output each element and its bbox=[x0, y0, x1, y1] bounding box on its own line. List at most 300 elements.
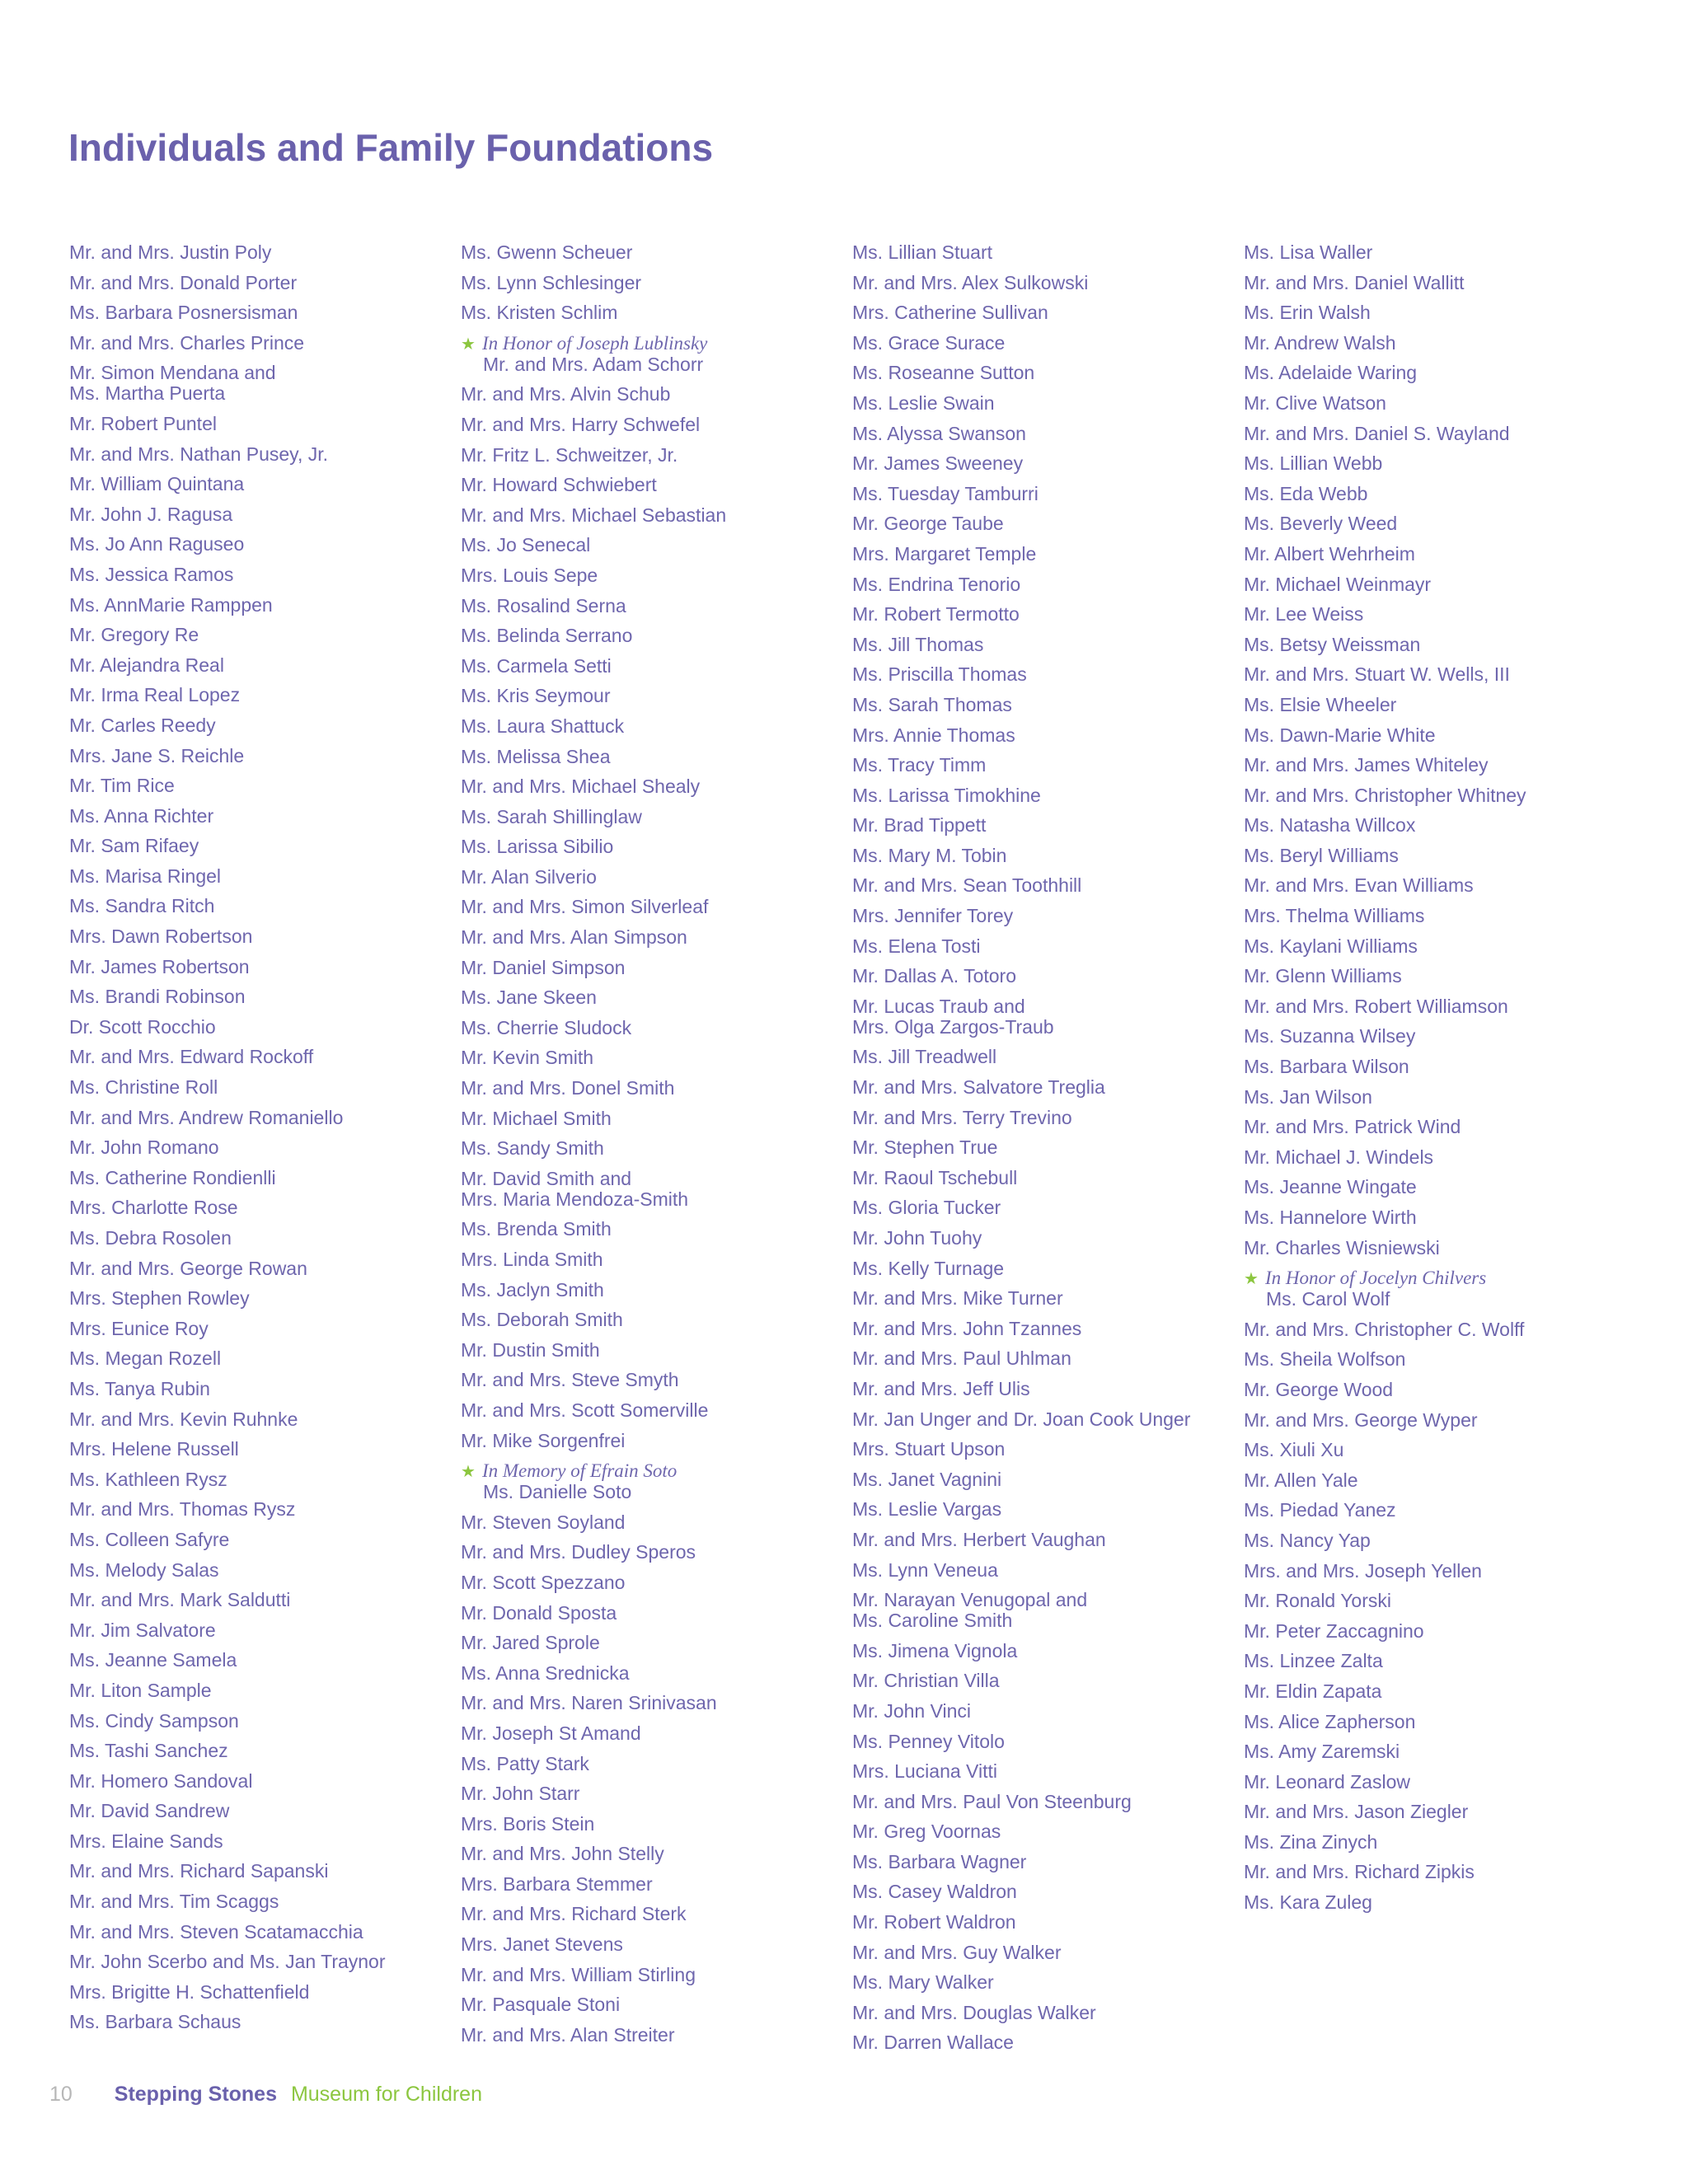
donor-entry bbox=[69, 896, 440, 916]
donor-name: Mr. Mike Sorgenfrei bbox=[461, 1429, 626, 1451]
donor-entry bbox=[852, 1047, 1223, 1067]
donor-entry bbox=[461, 384, 832, 405]
donor-name: Ms. Laura Shattuck bbox=[461, 715, 625, 737]
donor-name: Ms. Jeanne Samela bbox=[69, 1649, 237, 1671]
donor-name: Ms. Xiuli Xu bbox=[1244, 1439, 1344, 1461]
donor-entry bbox=[1244, 1530, 1615, 1551]
donor-name: Mr. Robert Puntel bbox=[69, 412, 217, 434]
donor-entry bbox=[852, 1852, 1223, 1872]
star-icon: ★ bbox=[461, 1461, 476, 1482]
donor-name: Mr. and Mrs. Adam Schorr bbox=[483, 353, 704, 375]
donor-name: Ms. Tanya Rubin bbox=[69, 1377, 210, 1399]
donor-name: Ms. Kristen Schlim bbox=[461, 302, 618, 324]
donor-entry bbox=[69, 565, 440, 585]
donor-entry bbox=[1244, 755, 1615, 776]
page-footer bbox=[49, 2083, 482, 2107]
donor-entry bbox=[69, 746, 440, 766]
donor-name: Ms. Cindy Sampson bbox=[69, 1709, 239, 1732]
donor-name: Mr. and Mrs. Kevin Ruhnke bbox=[69, 1408, 298, 1430]
donor-name: Mr. Robert Waldron bbox=[852, 1911, 1016, 1933]
donor-entry bbox=[852, 1197, 1223, 1218]
donor-entry bbox=[852, 1077, 1223, 1098]
donor-name: Mr. Daniel Simpson bbox=[461, 956, 626, 978]
donor-name: Mr. Leonard Zaslow bbox=[1244, 1770, 1410, 1793]
donor-name: Mrs. Barbara Stemmer bbox=[461, 1872, 653, 1895]
donor-entry bbox=[461, 987, 832, 1008]
donor-name: Ms. Deborah Smith bbox=[461, 1309, 623, 1331]
donor-entry bbox=[1244, 1207, 1615, 1228]
donor-name: Ms. Larissa Timokhine bbox=[852, 784, 1041, 806]
donor-entry bbox=[69, 1801, 440, 1821]
donor-entry bbox=[852, 333, 1223, 354]
donor-name: Mr. Donald Sposta bbox=[461, 1601, 617, 1624]
donor-entry bbox=[852, 1701, 1223, 1722]
donor-entry bbox=[1244, 1410, 1615, 1431]
donor-entry bbox=[1244, 242, 1615, 263]
donor-entry bbox=[69, 242, 440, 263]
donor-entry bbox=[461, 1783, 832, 1804]
donor-name: Ms. Tuesday Tamburri bbox=[852, 482, 1039, 504]
donor-name: Ms. Catherine Rondienlli bbox=[69, 1166, 276, 1188]
donor-name: Mr. David Smith and bbox=[461, 1167, 632, 1189]
donor-entry bbox=[852, 2003, 1223, 2023]
donor-name-line2: Ms. Martha Puerta bbox=[69, 382, 226, 405]
donor-name: Mr. Narayan Venugopal and bbox=[852, 1589, 1088, 1611]
donor-name: Mr. Eldin Zapata bbox=[1244, 1680, 1382, 1702]
donor-entry bbox=[852, 1108, 1223, 1128]
donor-name: Ms. Sheila Wolfson bbox=[1244, 1348, 1406, 1371]
donor-name: Ms. Linzee Zalta bbox=[1244, 1650, 1383, 1672]
donor-name: Ms. Casey Waldron bbox=[852, 1881, 1017, 1903]
donor-entry bbox=[69, 1891, 440, 1912]
donor-entry bbox=[1244, 875, 1615, 896]
donor-name: Mr. and Mrs. Alvin Schub bbox=[461, 383, 671, 405]
donor-name: Ms. Kelly Turnage bbox=[852, 1257, 1005, 1279]
donor-entry bbox=[69, 1047, 440, 1067]
donor-entry bbox=[69, 1650, 440, 1671]
donor-name: Mr. and Mrs. Paul Von Steenburg bbox=[852, 1790, 1132, 1812]
tribute-note bbox=[461, 1460, 832, 1482]
donor-name: Mr. and Mrs. Steve Smyth bbox=[461, 1369, 679, 1391]
donor-name: Mr. Liton Sample bbox=[69, 1679, 212, 1701]
donor-entry bbox=[1244, 604, 1615, 625]
donor-name: Ms. Jimena Vignola bbox=[852, 1639, 1018, 1661]
donor-name: Ms. Roseanne Sutton bbox=[852, 362, 1035, 384]
donor-name: Ms. Jeanne Wingate bbox=[1244, 1176, 1417, 1198]
donor-name: Mr. Jim Salvatore bbox=[69, 1619, 216, 1641]
donor-name: Mr. and Mrs. Andrew Romaniello bbox=[69, 1106, 344, 1128]
donor-entry bbox=[461, 1633, 832, 1653]
donor-name: Mr. Fritz L. Schweitzer, Jr. bbox=[461, 443, 678, 466]
donor-entry bbox=[69, 1348, 440, 1369]
donor-entry bbox=[69, 2012, 440, 2032]
donor-name: Ms. Barbara Wagner bbox=[852, 1850, 1027, 1872]
donor-name: Ms. Danielle Soto bbox=[483, 1481, 632, 1503]
donor-name: Ms. Jo Ann Raguseo bbox=[69, 533, 245, 555]
donor-entry bbox=[461, 897, 832, 917]
donor-entry bbox=[69, 1017, 440, 1038]
donor-name: Ms. Debra Rosolen bbox=[69, 1227, 232, 1249]
donor-name: Mr. and Mrs. Charles Prince bbox=[69, 331, 305, 354]
donor-entry bbox=[461, 958, 832, 978]
donor-entry bbox=[69, 1288, 440, 1309]
donor-name: Ms. Anna Richter bbox=[69, 804, 214, 827]
donor-entry bbox=[69, 1711, 440, 1732]
donor-name: Mr. and Mrs. Jason Ziegler bbox=[1244, 1801, 1469, 1823]
donor-entry bbox=[852, 815, 1223, 836]
donor-entry bbox=[461, 1138, 832, 1159]
donor-name: Ms. Carol Wolf bbox=[1266, 1288, 1390, 1310]
donor-name: Ms. Janet Vagnini bbox=[852, 1468, 1002, 1490]
donor-name: Mr. and Mrs. Douglas Walker bbox=[852, 2001, 1096, 2023]
donor-name: Mr. and Mrs. Donald Porter bbox=[69, 271, 298, 293]
donor-entry bbox=[1244, 1026, 1615, 1047]
donor-entry bbox=[69, 534, 440, 555]
donor-name: Mr. Dustin Smith bbox=[461, 1338, 600, 1361]
donor-entry bbox=[852, 1379, 1223, 1399]
donor-name: Ms. Lynn Schlesinger bbox=[461, 271, 642, 293]
donor-entry bbox=[461, 242, 832, 263]
donor-name: Ms. Lynn Veneua bbox=[852, 1558, 998, 1581]
donor-name: Ms. Jan Wilson bbox=[1244, 1085, 1372, 1108]
donor-name: Mrs. Catherine Sullivan bbox=[852, 302, 1048, 324]
donor-name: Mrs. Linda Smith bbox=[461, 1249, 603, 1270]
donor-name: Mr. John Vinci bbox=[852, 1699, 972, 1722]
donor-entry bbox=[852, 1319, 1223, 1339]
donor-name: Ms. Jessica Ramos bbox=[69, 563, 234, 585]
donor-entry bbox=[69, 1590, 440, 1610]
donor-name: Mrs. Helene Russell bbox=[69, 1438, 239, 1460]
donor-name: Mr. John Tuohy bbox=[852, 1227, 982, 1249]
donor-entry bbox=[461, 1078, 832, 1099]
donor-entry bbox=[1244, 453, 1615, 474]
donor-entry bbox=[461, 1844, 832, 1864]
donor-entry bbox=[1244, 846, 1615, 866]
donor-name: Ms. Grace Surace bbox=[852, 331, 1006, 354]
donor-entry bbox=[69, 1197, 440, 1218]
donor-name: Mr. and Mrs. Steven Scatamacchia bbox=[69, 1920, 363, 1943]
donor-entry bbox=[852, 544, 1223, 565]
donor-entry bbox=[69, 414, 440, 434]
donor-entry bbox=[461, 1934, 832, 1955]
donor-entry bbox=[852, 1641, 1223, 1661]
donor-name: Ms. Sarah Shillinglaw bbox=[461, 805, 642, 827]
donor-name: Mr. and Mrs. Thomas Rysz bbox=[69, 1498, 296, 1521]
donor-name: Ms. Jill Treadwell bbox=[852, 1046, 997, 1068]
donor-entry bbox=[69, 1831, 440, 1852]
donor-name: Ms. Brenda Smith bbox=[461, 1218, 612, 1240]
brand-subtitle: Museum for Children bbox=[290, 2083, 482, 2106]
donor-entry bbox=[461, 1460, 832, 1502]
donor-entry bbox=[69, 1077, 440, 1098]
donor-name: Mr. Kevin Smith bbox=[461, 1047, 594, 1069]
donor-entry bbox=[852, 1228, 1223, 1249]
donor-name: Ms. Mary M. Tobin bbox=[852, 844, 1007, 866]
donor-name: Mr. and Mrs. John Tzannes bbox=[852, 1317, 1082, 1339]
donor-name: Mr. and Mrs. Herbert Vaughan bbox=[852, 1528, 1106, 1550]
donor-name: Mr. Pasquale Stoni bbox=[461, 1994, 621, 2016]
donor-name: Mr. Michael J. Windels bbox=[1244, 1146, 1434, 1168]
donor-name: Mr. Dallas A. Totoro bbox=[852, 965, 1016, 987]
donor-entry bbox=[69, 1137, 440, 1158]
donor-name: Mr. and Mrs. George Rowan bbox=[69, 1257, 307, 1279]
donor-entry bbox=[1244, 785, 1615, 806]
donor-name: Mr. and Mrs. Salvatore Treglia bbox=[852, 1076, 1105, 1099]
donor-entry bbox=[1244, 1117, 1615, 1137]
donor-name: Ms. Elena Tosti bbox=[852, 935, 981, 957]
donor-entry bbox=[461, 1280, 832, 1301]
donor-entry bbox=[461, 1904, 832, 1924]
donor-name: Mr. Lee Weiss bbox=[1244, 603, 1364, 626]
donor-name: Mrs. Dawn Robertson bbox=[69, 926, 253, 948]
donor-entry bbox=[69, 1409, 440, 1430]
donor-name: Mrs. Thelma Williams bbox=[1244, 905, 1425, 927]
donor-entry bbox=[852, 1499, 1223, 1520]
donor-entry bbox=[852, 1590, 1223, 1631]
donor-entry bbox=[1244, 1177, 1615, 1197]
donor-name: Ms. Belinda Serrano bbox=[461, 625, 633, 647]
donor-entry bbox=[461, 686, 832, 706]
donor-entry bbox=[852, 424, 1223, 444]
donor-name: Ms. Kaylani Williams bbox=[1244, 935, 1418, 957]
star-icon: ★ bbox=[461, 333, 476, 354]
donor-name-line2: Ms. Caroline Smith bbox=[852, 1610, 1013, 1632]
donor-name: Mr. Alan Silverio bbox=[461, 865, 597, 888]
donor-entry bbox=[1244, 1591, 1615, 1611]
donor-entry bbox=[1244, 363, 1615, 383]
donor-entry bbox=[1244, 936, 1615, 957]
donor-column-2 bbox=[461, 242, 832, 2055]
donor-entry bbox=[852, 1439, 1223, 1460]
donor-entry bbox=[69, 595, 440, 616]
donor-entry bbox=[852, 1761, 1223, 1782]
donor-name: Ms. Patty Stark bbox=[461, 1752, 589, 1774]
donor-entry bbox=[852, 725, 1223, 746]
donor-name: Mr. and Mrs. Mike Turner bbox=[852, 1287, 1063, 1310]
donor-name: Mr. and Mrs. Alex Sulkowski bbox=[852, 271, 1089, 293]
donor-entry bbox=[1244, 1621, 1615, 1642]
donor-name: Mr. Christian Villa bbox=[852, 1670, 1000, 1692]
donor-entry bbox=[852, 1530, 1223, 1550]
donor-name: Mrs. Jennifer Torey bbox=[852, 905, 1014, 927]
donor-name: Ms. Tracy Timm bbox=[852, 754, 987, 776]
donor-entry bbox=[1244, 1772, 1615, 1793]
donor-name: Ms. Endrina Tenorio bbox=[852, 573, 1021, 595]
donor-entry bbox=[461, 776, 832, 797]
donor-name: Mr. Jared Sprole bbox=[461, 1632, 600, 1654]
donor-entry bbox=[461, 333, 832, 375]
donor-name: Ms. Lillian Webb bbox=[1244, 452, 1383, 475]
donor-entry bbox=[69, 1439, 440, 1460]
donor-name: Ms. Betsy Weissman bbox=[1244, 633, 1421, 655]
donor-name: Mrs. Margaret Temple bbox=[852, 542, 1037, 565]
donor-entry bbox=[1244, 273, 1615, 293]
donor-entry bbox=[852, 242, 1223, 263]
donor-entry bbox=[852, 302, 1223, 323]
donor-name: Mr. and Mrs. Daniel Wallitt bbox=[1244, 271, 1465, 293]
tribute-note-text: In Memory of Efrain Soto bbox=[481, 1460, 678, 1482]
donor-name: Mr. and Mrs. Alan Simpson bbox=[461, 926, 687, 949]
donor-name: Ms. Piedad Yanez bbox=[1244, 1499, 1396, 1521]
donor-entry bbox=[69, 302, 440, 323]
donor-entry bbox=[852, 1912, 1223, 1933]
tribute-note bbox=[1244, 1268, 1615, 1289]
donor-name: Ms. Erin Walsh bbox=[1244, 302, 1371, 324]
donor-name-line2: Mrs. Maria Mendoza-Smith bbox=[461, 1188, 689, 1210]
donor-name: Ms. Anna Srednicka bbox=[461, 1661, 630, 1684]
donor-entry bbox=[69, 715, 440, 736]
donor-name: Ms. Megan Rozell bbox=[69, 1347, 222, 1370]
donor-entry bbox=[1244, 1892, 1615, 1913]
donor-entry bbox=[461, 867, 832, 888]
donor-entry bbox=[69, 1168, 440, 1188]
donor-name: Ms. Zina Zinych bbox=[1244, 1830, 1378, 1853]
donor-name: Mr. Gregory Re bbox=[69, 624, 199, 646]
donor-name: Mr. and Mrs. Mark Saldutti bbox=[69, 1589, 291, 1611]
donor-name: Ms. Eda Webb bbox=[1244, 482, 1368, 504]
donor-entry bbox=[461, 273, 832, 293]
donor-name: Mrs. Stephen Rowley bbox=[69, 1287, 250, 1310]
donor-entry bbox=[69, 1560, 440, 1581]
donor-entry bbox=[69, 957, 440, 977]
donor-name: Ms. Penney Vitolo bbox=[852, 1730, 1005, 1752]
donor-entry bbox=[1244, 1832, 1615, 1853]
donor-name: Ms. Beryl Williams bbox=[1244, 844, 1399, 866]
donor-name: Ms. Leslie Vargas bbox=[852, 1498, 1002, 1521]
donor-entry bbox=[1244, 906, 1615, 926]
donor-entry bbox=[1244, 393, 1615, 414]
donor-entry bbox=[1244, 1380, 1615, 1400]
donor-entry bbox=[1244, 815, 1615, 836]
donor-name: Ms. AnnMarie Ramppen bbox=[69, 593, 273, 616]
donor-entry bbox=[461, 837, 832, 857]
donor-entry bbox=[1244, 1319, 1615, 1340]
donor-name: Mr. and Mrs. Dudley Speros bbox=[461, 1541, 696, 1563]
donor-name: Mr. and Mrs. Alan Streiter bbox=[461, 2023, 675, 2046]
donor-entry bbox=[461, 1874, 832, 1895]
donor-entry bbox=[69, 625, 440, 645]
donor-entry bbox=[1244, 1470, 1615, 1491]
donor-name: Mr. Raoul Tschebull bbox=[852, 1166, 1018, 1188]
donor-entry bbox=[69, 1952, 440, 1972]
donor-entry bbox=[1244, 1561, 1615, 1582]
donor-name: Mr. Albert Wehrheim bbox=[1244, 542, 1415, 565]
donor-entry bbox=[1244, 1741, 1615, 1762]
donor-entry bbox=[852, 1943, 1223, 1963]
donor-entry bbox=[852, 996, 1223, 1038]
donor-entry bbox=[1244, 635, 1615, 655]
donor-name: Ms. Colleen Safyre bbox=[69, 1528, 230, 1550]
donor-name: Mr. and Mrs. Tim Scaggs bbox=[69, 1891, 279, 1913]
donor-entry bbox=[852, 664, 1223, 685]
donor-name: Mrs. Brigitte H. Schattenfield bbox=[69, 1980, 310, 2003]
donor-name: Mr. David Sandrew bbox=[69, 1800, 230, 1822]
donor-name: Ms. Jane Skeen bbox=[461, 987, 597, 1009]
donor-entry bbox=[461, 1965, 832, 1985]
donor-name: Ms. Sandy Smith bbox=[461, 1137, 604, 1160]
donor-entry bbox=[461, 1018, 832, 1038]
donor-name: Mr. Homero Sandoval bbox=[69, 1769, 253, 1792]
donor-entry bbox=[852, 393, 1223, 414]
donor-entry bbox=[69, 333, 440, 354]
donor-entry bbox=[852, 1258, 1223, 1279]
donor-entry bbox=[69, 363, 440, 404]
donor-entry bbox=[461, 596, 832, 616]
donor-name: Ms. Lillian Stuart bbox=[852, 241, 993, 263]
donor-entry bbox=[852, 755, 1223, 776]
donor-entry bbox=[461, 1723, 832, 1744]
donor-name: Ms. Hannelore Wirth bbox=[1244, 1207, 1417, 1228]
donor-name: Mr. and Mrs. Michael Sebastian bbox=[461, 504, 727, 526]
donor-name: Mrs. Boris Stein bbox=[461, 1812, 595, 1835]
donor-name: Ms. Christine Roll bbox=[69, 1076, 218, 1099]
donor-entry bbox=[1244, 664, 1615, 685]
donor-name: Mr. Glenn Williams bbox=[1244, 965, 1402, 987]
donor-entry bbox=[1244, 1651, 1615, 1671]
donor-name: Mr. Alejandra Real bbox=[69, 654, 224, 676]
donor-name: Mr. and Mrs. Scott Somerville bbox=[461, 1399, 709, 1421]
donor-entry bbox=[69, 504, 440, 525]
donor-entry bbox=[461, 505, 832, 526]
donor-entry bbox=[69, 1620, 440, 1641]
donor-name: Mrs. Elaine Sands bbox=[69, 1830, 223, 1852]
donor-name: Ms. Gloria Tucker bbox=[852, 1197, 1001, 1219]
donor-name: Mr. and Mrs. Edward Rockoff bbox=[69, 1046, 314, 1068]
donor-entry bbox=[69, 474, 440, 494]
donor-entry bbox=[1244, 1862, 1615, 1882]
donor-name: Mr. James Sweeney bbox=[852, 452, 1024, 475]
donor-entry bbox=[461, 1219, 832, 1240]
donor-name: Ms. Beverly Weed bbox=[1244, 513, 1398, 535]
donor-entry bbox=[1244, 1057, 1615, 1077]
donor-name: Mr. and Mrs. Richard Zipkis bbox=[1244, 1861, 1475, 1883]
donor-entry bbox=[852, 574, 1223, 595]
donor-entry bbox=[69, 1530, 440, 1550]
donor-name: Mr. Charles Wisniewski bbox=[1244, 1236, 1440, 1258]
donor-entry bbox=[461, 1310, 832, 1330]
donor-entry bbox=[461, 415, 832, 435]
donor-entry bbox=[1244, 1440, 1615, 1460]
donor-entry bbox=[461, 1431, 832, 1451]
donor-entry bbox=[69, 1379, 440, 1399]
donor-name: Mr. Scott Spezzano bbox=[461, 1571, 626, 1593]
donor-name-line2: Mrs. Olga Zargos-Traub bbox=[852, 1015, 1054, 1038]
donor-name: Mr. Stephen True bbox=[852, 1137, 998, 1159]
donor-name: Mr. and Mrs. Evan Williams bbox=[1244, 874, 1474, 897]
donor-entry bbox=[1244, 1087, 1615, 1108]
donor-name: Mrs. Janet Stevens bbox=[461, 1933, 623, 1956]
donor-name: Ms. Carmela Setti bbox=[461, 654, 612, 677]
donor-entry bbox=[852, 1137, 1223, 1158]
donor-entry bbox=[1244, 333, 1615, 354]
donor-entry bbox=[852, 2032, 1223, 2053]
donor-entry bbox=[1244, 725, 1615, 746]
donor-name: Ms. Barbara Schaus bbox=[69, 2011, 241, 2033]
donor-entry bbox=[461, 1169, 832, 1210]
tribute-note-text: In Honor of Jocelyn Chilvers bbox=[1264, 1268, 1487, 1289]
donor-entry bbox=[852, 513, 1223, 534]
donor-entry bbox=[461, 1994, 832, 2015]
donor-name: Mr. and Mrs. Terry Trevino bbox=[852, 1106, 1072, 1128]
star-icon: ★ bbox=[1244, 1268, 1259, 1289]
donor-name: Ms. Jo Senecal bbox=[461, 534, 591, 556]
donor-name: Ms. Priscilla Thomas bbox=[852, 663, 1027, 686]
donor-name: Mr. and Mrs. Justin Poly bbox=[69, 241, 272, 263]
donor-name: Mr. and Mrs. Jeff Ulis bbox=[852, 1377, 1030, 1399]
donor-entry bbox=[852, 1560, 1223, 1581]
donor-entry bbox=[461, 1340, 832, 1361]
donor-entry bbox=[852, 1348, 1223, 1369]
